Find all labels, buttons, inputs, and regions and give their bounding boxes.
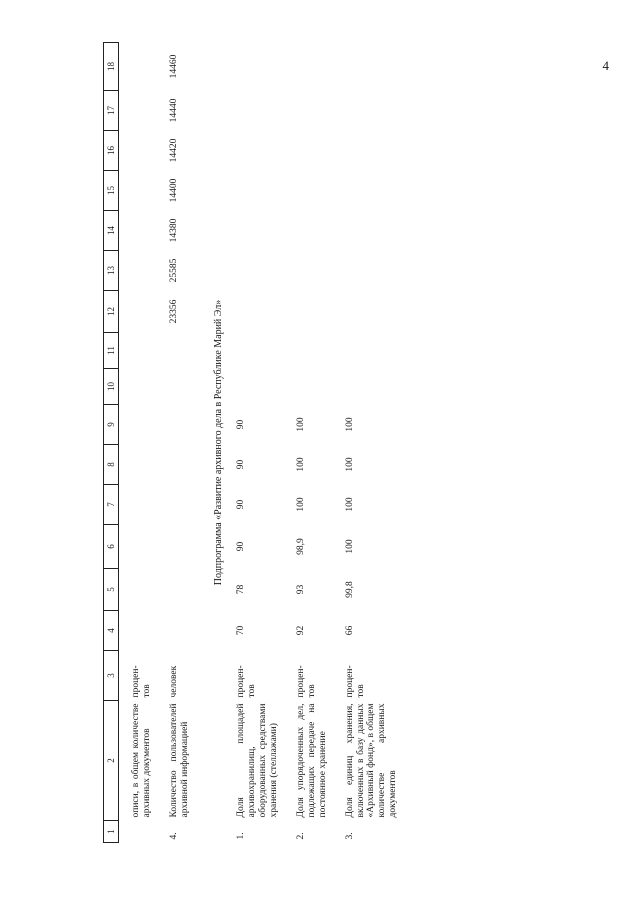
value-cell bbox=[129, 525, 167, 569]
table-row bbox=[167, 43, 205, 843]
value-cell bbox=[167, 405, 205, 445]
unit-cell: процен-тов bbox=[295, 665, 317, 698]
indicators-table bbox=[103, 42, 413, 843]
value-cell bbox=[234, 211, 294, 251]
value-cell bbox=[167, 569, 205, 611]
column-header-12: 12 bbox=[104, 291, 119, 333]
value-cell bbox=[129, 131, 167, 171]
value-cell: 25585 bbox=[168, 258, 179, 283]
subprogram-title: Подпрограмма «Развитие архивного дела в Республике Марий Эл» bbox=[212, 299, 224, 586]
column-header-7: 7 bbox=[104, 485, 119, 525]
value-cell bbox=[294, 43, 343, 91]
column-header-17: 17 bbox=[104, 91, 119, 131]
column-header-9: 9 bbox=[104, 405, 119, 445]
value-cell bbox=[294, 171, 343, 211]
table-row bbox=[343, 43, 414, 843]
value-cell bbox=[343, 91, 414, 131]
value-cell: 100 bbox=[344, 497, 355, 512]
value-cell bbox=[129, 611, 167, 651]
value-cell bbox=[129, 405, 167, 445]
value-cell bbox=[129, 291, 167, 333]
value-cell bbox=[234, 251, 294, 291]
table-body bbox=[119, 43, 414, 843]
value-cell bbox=[234, 43, 294, 91]
value-cell: 100 bbox=[295, 417, 306, 432]
row-number-cell: 1. bbox=[236, 832, 247, 840]
value-cell: 100 bbox=[344, 539, 355, 554]
value-cell bbox=[167, 525, 205, 569]
value-cell bbox=[234, 369, 294, 405]
row-number-cell bbox=[129, 821, 167, 843]
value-cell bbox=[167, 445, 205, 485]
value-cell bbox=[167, 333, 205, 369]
value-cell: 93 bbox=[295, 584, 306, 595]
value-cell bbox=[343, 131, 414, 171]
value-cell: 90 bbox=[236, 459, 247, 470]
value-cell bbox=[129, 369, 167, 405]
value-cell: 70 bbox=[236, 625, 247, 636]
value-cell: 99,8 bbox=[344, 581, 355, 598]
rotated-table-container bbox=[103, 54, 518, 843]
row-number-cell: 3. bbox=[344, 832, 355, 840]
value-cell: 14380 bbox=[168, 218, 179, 243]
column-header-16: 16 bbox=[104, 131, 119, 171]
value-cell: 100 bbox=[344, 457, 355, 472]
column-header-15: 15 bbox=[104, 171, 119, 211]
value-cell bbox=[343, 291, 414, 333]
value-cell bbox=[294, 291, 343, 333]
value-cell: 100 bbox=[295, 457, 306, 472]
value-cell bbox=[343, 251, 414, 291]
column-header-8: 8 bbox=[104, 445, 119, 485]
value-cell: 100 bbox=[344, 417, 355, 432]
value-cell bbox=[129, 91, 167, 131]
value-cell bbox=[129, 333, 167, 369]
value-cell bbox=[294, 131, 343, 171]
column-header-1: 1 bbox=[104, 821, 119, 843]
column-header-3: 3 bbox=[104, 651, 119, 701]
column-header-18: 18 bbox=[104, 43, 119, 91]
indicator-name-cell: Доля упорядоченных дел, подлежащих передаче на постоянное хранение bbox=[295, 703, 328, 818]
value-cell bbox=[167, 611, 205, 651]
value-cell bbox=[167, 485, 205, 525]
unit-cell: человек bbox=[168, 665, 179, 698]
value-cell: 98,9 bbox=[295, 538, 306, 555]
value-cell: 14460 bbox=[168, 54, 179, 79]
column-number-header bbox=[104, 43, 119, 843]
indicator-name-cell: описи, в общем количестве архивных документов bbox=[131, 703, 152, 818]
column-header-13: 13 bbox=[104, 251, 119, 291]
value-cell bbox=[294, 333, 343, 369]
value-cell bbox=[343, 369, 414, 405]
value-cell: 100 bbox=[295, 497, 306, 512]
value-cell: 90 bbox=[236, 541, 247, 552]
value-cell bbox=[129, 211, 167, 251]
value-cell: 14420 bbox=[168, 138, 179, 163]
indicator-name-cell: Доля площадей архивохранилищ, оборудованных средствами хранения (стеллажами) bbox=[236, 703, 279, 818]
value-cell: 92 bbox=[295, 625, 306, 636]
row-number-cell: 4. bbox=[168, 832, 179, 840]
value-cell bbox=[294, 91, 343, 131]
indicator-name-cell: Количество пользователей архивной информацией bbox=[168, 703, 190, 818]
value-cell bbox=[234, 171, 294, 211]
value-cell bbox=[294, 211, 343, 251]
value-cell bbox=[129, 485, 167, 525]
column-header-6: 6 bbox=[104, 525, 119, 569]
table-row bbox=[294, 43, 343, 843]
value-cell bbox=[129, 171, 167, 211]
value-cell bbox=[234, 131, 294, 171]
column-header-5: 5 bbox=[104, 569, 119, 611]
value-cell bbox=[129, 445, 167, 485]
value-cell bbox=[343, 43, 414, 91]
unit-cell: процен-тов bbox=[131, 665, 152, 698]
value-cell bbox=[343, 333, 414, 369]
value-cell bbox=[294, 251, 343, 291]
value-cell bbox=[167, 369, 205, 405]
column-header-11: 11 bbox=[104, 333, 119, 369]
value-cell bbox=[129, 251, 167, 291]
value-cell: 23356 bbox=[168, 299, 179, 324]
row-number-cell: 2. bbox=[295, 832, 306, 840]
unit-cell: процен-тов bbox=[236, 665, 258, 698]
column-header-10: 10 bbox=[104, 369, 119, 405]
value-cell: 90 bbox=[236, 499, 247, 510]
table-row bbox=[234, 43, 294, 843]
value-cell bbox=[234, 91, 294, 131]
indicator-name-cell: Доля единиц хранения, включенных в базу данных «Архивный фонд», в общем количестве архивных документов bbox=[344, 703, 399, 818]
value-cell bbox=[234, 333, 294, 369]
value-cell bbox=[129, 569, 167, 611]
value-cell: 78 bbox=[236, 584, 247, 595]
value-cell bbox=[234, 291, 294, 333]
value-cell bbox=[343, 211, 414, 251]
column-header-2: 2 bbox=[104, 701, 119, 821]
value-cell bbox=[294, 369, 343, 405]
value-cell: 66 bbox=[344, 625, 355, 636]
value-cell: 14400 bbox=[168, 178, 179, 203]
value-cell: 14440 bbox=[168, 98, 179, 123]
table-row bbox=[129, 43, 167, 843]
page-number: 4 bbox=[602, 58, 609, 73]
value-cell bbox=[129, 43, 167, 91]
column-header-4: 4 bbox=[104, 611, 119, 651]
column-header-14: 14 bbox=[104, 211, 119, 251]
unit-cell: процен-тов bbox=[344, 665, 366, 698]
value-cell: 90 bbox=[236, 419, 247, 430]
value-cell bbox=[343, 171, 414, 211]
